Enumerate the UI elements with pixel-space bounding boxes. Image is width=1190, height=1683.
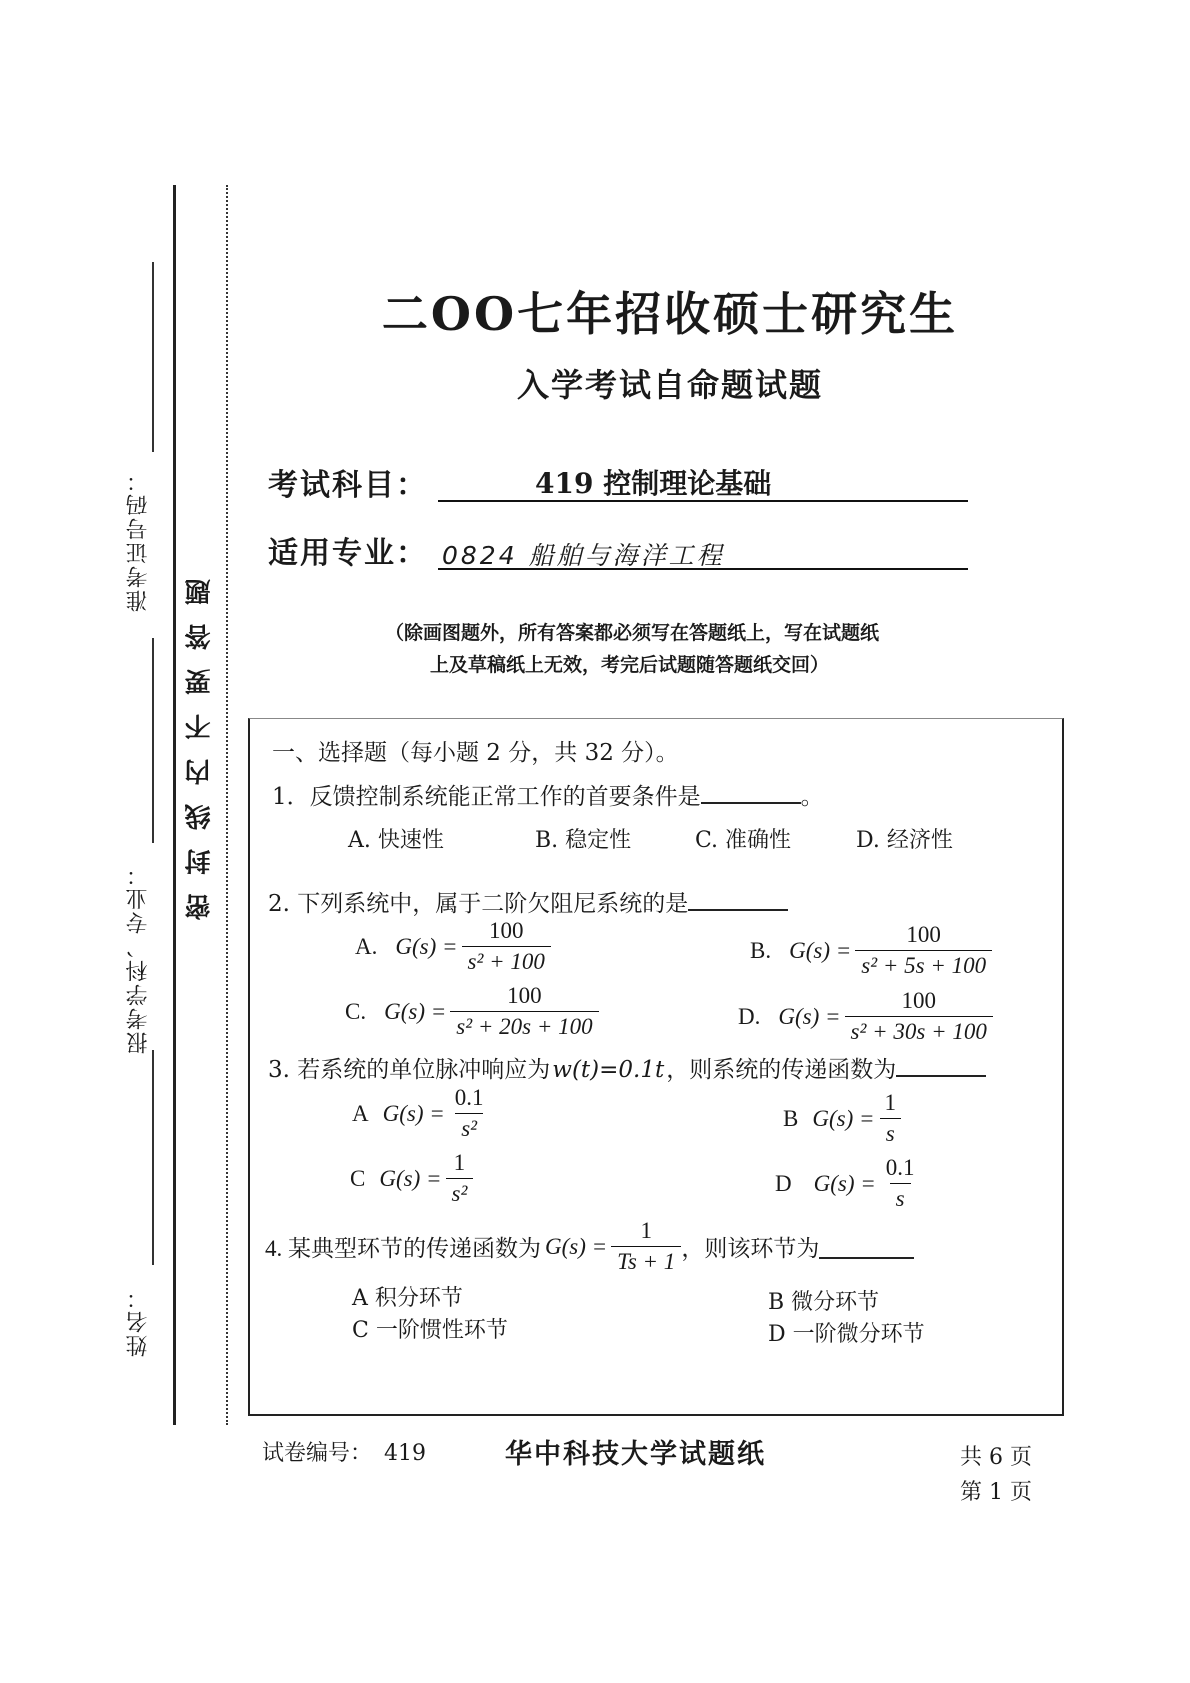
q3-a-fraction	[449, 1085, 490, 1142]
subject-label: 考试科目：	[268, 468, 428, 503]
q2-option-c	[345, 983, 599, 1040]
q4-numerator: 1	[640, 1218, 652, 1243]
major-field-value: 0824 船舶与海洋工程	[442, 541, 725, 570]
q2-b-lhs: G(s) =	[789, 937, 852, 963]
q1-end: 。	[800, 784, 824, 810]
q1-answer-blank	[701, 780, 801, 804]
q3-c-denominator: s²	[446, 1178, 474, 1207]
school-name: 华中科技大学试题纸	[505, 1439, 766, 1470]
seal-text: 密封线内不要答题	[185, 560, 215, 920]
q1-stem: 1．反馈控制系统能正常工作的首要条件是	[272, 784, 701, 810]
q3-stem: 3. 若系统的单位脉冲响应为	[268, 1057, 551, 1083]
q2-c-label: C.	[345, 998, 367, 1024]
q4-answer-blank	[819, 1235, 914, 1259]
q4-option-b: B 微分环节	[768, 1290, 880, 1315]
q3-b-label: B	[783, 1105, 799, 1131]
q4-denominator: Ts + 1	[611, 1246, 681, 1275]
q2-option-a	[355, 918, 551, 975]
q2-c-numerator: 100	[507, 983, 542, 1008]
q2-b-fraction	[855, 922, 992, 979]
q3-a-lhs: G(s) =	[382, 1100, 445, 1126]
q4-stem: 4. 某典型环节的传递函数为	[265, 1236, 541, 1261]
q2-d-lhs: G(s) =	[778, 1003, 841, 1029]
q2-stem-line	[268, 885, 788, 918]
paper-no: 419	[384, 1441, 427, 1466]
q2-a-label: A.	[355, 933, 378, 959]
q2-a-lhs: G(s) =	[395, 933, 458, 959]
major-label: 报考学科、专业：	[126, 862, 151, 1054]
q1-option-a: A. 快速性	[348, 828, 444, 853]
title-sub: 入学考试自命题试题	[516, 366, 823, 404]
q3-option-d	[775, 1155, 921, 1212]
q4-option-d: D 一阶微分环节	[768, 1322, 925, 1347]
q4-stem-end: ，则该环节为	[681, 1236, 820, 1261]
q3-c-numerator: 1	[453, 1150, 466, 1175]
q3-option-a	[352, 1085, 490, 1142]
subject-value: 419 控制理论基础	[535, 467, 772, 500]
q3-a-label: A	[352, 1100, 369, 1126]
exam-id-label: 准考证号码：	[126, 468, 151, 612]
q3-d-numerator: 0.1	[885, 1155, 915, 1180]
q3-b-fraction	[879, 1090, 903, 1147]
q3-b-lhs: G(s) =	[812, 1105, 875, 1131]
q3-d-label: D	[775, 1170, 792, 1196]
note-line1: （除画图题外，所有答案都必须写在答题纸上，写在试题纸	[385, 622, 880, 644]
q2-answer-blank	[688, 887, 788, 911]
name-fill-line	[152, 1050, 154, 1265]
q3-d-fraction	[880, 1155, 921, 1212]
q2-a-fraction	[462, 918, 551, 975]
q4-option-a: A 积分环节	[352, 1286, 463, 1311]
major-field-label: 适用专业：	[268, 536, 428, 571]
q4-option-c: C 一阶惯性环节	[352, 1318, 508, 1343]
q3-d-denominator: s	[890, 1183, 911, 1212]
q3-a-denominator: s²	[455, 1113, 483, 1142]
q1-stem-line	[272, 778, 824, 811]
q3-option-c	[350, 1150, 473, 1207]
q3-c-fraction	[446, 1150, 474, 1207]
q2-d-fraction	[845, 988, 993, 1045]
q2-d-numerator: 100	[901, 988, 936, 1013]
q4-lhs: G(s) =	[545, 1233, 608, 1259]
paper-number	[262, 1436, 426, 1467]
major-fill-line	[152, 638, 154, 843]
q3-stem-end: ，则系统的传递函数为	[666, 1057, 897, 1083]
paper-label: 试卷编号：	[262, 1441, 373, 1466]
q3-a-numerator: 0.1	[454, 1085, 484, 1110]
q2-a-numerator: 100	[488, 918, 524, 943]
section-heading: 一、选择题（每小题 2 分，共 32 分）。	[272, 740, 679, 766]
current-page: 第 1 页	[960, 1480, 1032, 1505]
q2-b-label: B.	[750, 937, 772, 963]
title-main: 二OO七年招收硕士研究生	[381, 287, 959, 341]
q2-b-denominator: s² + 5s + 100	[855, 950, 992, 979]
q2-c-lhs: G(s) =	[384, 998, 447, 1024]
name-label: 姓名：	[126, 1285, 151, 1357]
q2-stem: 2. 下列系统中，属于二阶欠阻尼系统的是	[268, 891, 689, 917]
q2-c-denominator: s² + 20s + 100	[450, 1011, 598, 1040]
q1-option-b: B. 稳定性	[535, 828, 632, 853]
q2-b-numerator: 100	[906, 922, 941, 947]
q3-stem-line	[268, 1051, 986, 1084]
q2-d-denominator: s² + 30s + 100	[845, 1016, 993, 1045]
q2-option-d	[738, 988, 993, 1045]
note-line2: 上及草稿纸上无效，考完后试题随答题纸交回）	[430, 654, 830, 676]
q2-c-fraction	[450, 983, 598, 1040]
q3-c-label: C	[350, 1165, 366, 1191]
q2-option-b	[750, 922, 992, 979]
q2-a-denominator: s² + 100	[462, 946, 551, 975]
q3-c-lhs: G(s) =	[379, 1165, 442, 1191]
q3-option-b	[783, 1090, 902, 1147]
q4-stem-line	[265, 1218, 914, 1275]
total-pages: 共 6 页	[960, 1445, 1032, 1470]
q3-d-lhs: G(s) =	[813, 1170, 876, 1196]
q4-fraction	[611, 1218, 681, 1275]
q3-b-denominator: s	[880, 1118, 901, 1147]
q2-d-label: D.	[738, 1003, 761, 1029]
q1-option-c: C. 准确性	[695, 828, 792, 853]
q3-answer-blank	[896, 1053, 986, 1077]
q1-option-d: D. 经济性	[856, 828, 953, 853]
q3-b-numerator: 1	[884, 1090, 896, 1115]
q3-impulse: w(t)=0.1t	[552, 1057, 665, 1083]
